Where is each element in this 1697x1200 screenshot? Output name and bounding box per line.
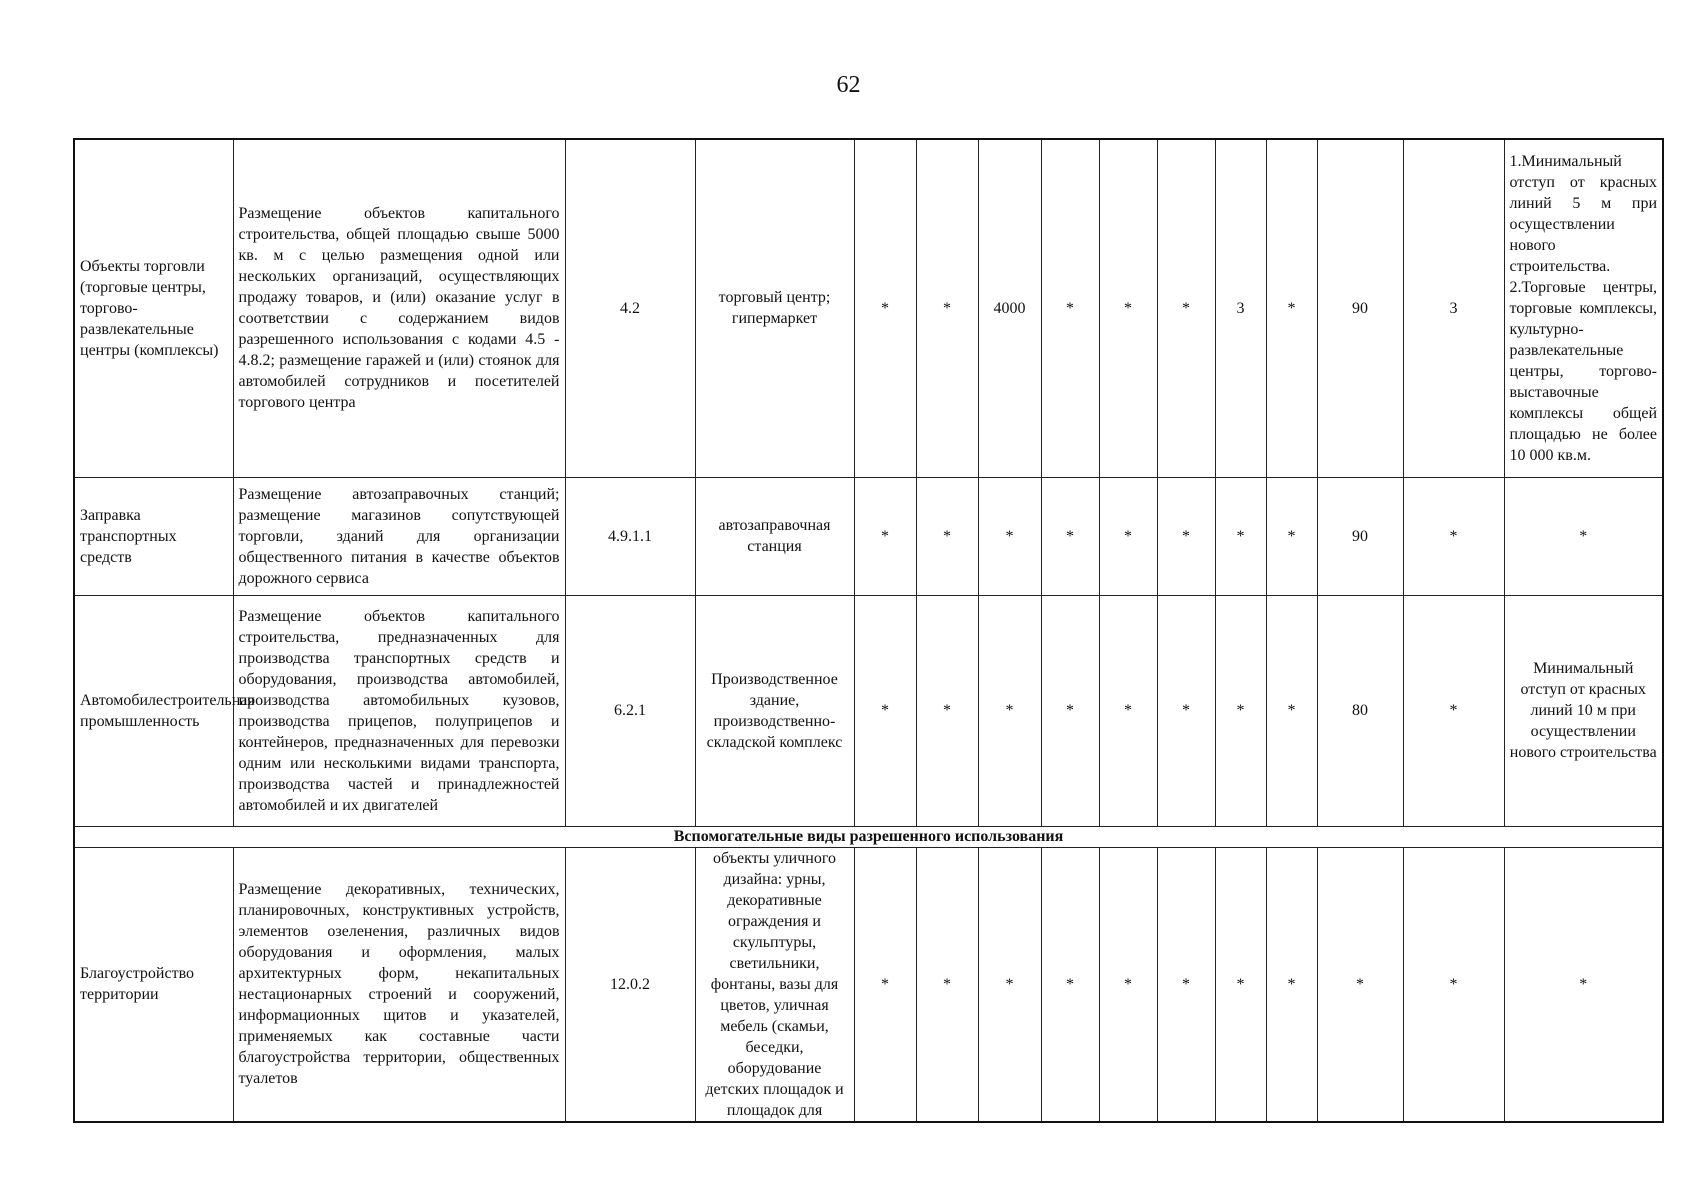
use-description: Размещение автозаправочных станций; размещение магазинов сопутствующей торговли, зданий для организации общественного питания в качестве объектов дорожного сервиса [233, 477, 565, 595]
table-row [74, 139, 1663, 477]
param-cell: * [1157, 477, 1215, 595]
param-cell: * [1041, 139, 1099, 477]
param-cell: 4000 [978, 139, 1041, 477]
table-row [74, 847, 1663, 1122]
param-cell: * [1266, 595, 1317, 826]
permitted-use-table [73, 138, 1664, 1123]
param-cell: * [1099, 595, 1157, 826]
param-cell: * [1403, 595, 1504, 826]
page-number: 62 [836, 72, 861, 98]
use-note: Минимальный отступ от красных линий 10 м при осуществлении нового строительства [1504, 595, 1663, 826]
table-row [74, 477, 1663, 595]
param-cell: * [1099, 847, 1157, 1122]
use-note: 1.Минимальный отступ от красных линий 5 м при осуществлении нового строительства. 2.Торговые центры, торговые комплексы, культурно-развлекательные центры, торгово-выставочные комплексы общей площадью не более 10 000 кв.м. [1504, 139, 1663, 477]
param-cell: * [978, 847, 1041, 1122]
param-cell: * [916, 477, 978, 595]
param-cell: * [1157, 847, 1215, 1122]
section-row [74, 826, 1663, 847]
param-cell: 90 [1317, 139, 1403, 477]
param-cell: * [1041, 595, 1099, 826]
param-cell: * [1215, 595, 1266, 826]
use-name: Заправка транспортных средств [74, 477, 233, 595]
param-cell: * [978, 477, 1041, 595]
param-cell: 3 [1215, 139, 1266, 477]
param-cell: * [1403, 847, 1504, 1122]
param-cell: * [1215, 477, 1266, 595]
param-cell: * [1266, 477, 1317, 595]
param-cell: 80 [1317, 595, 1403, 826]
table-row [74, 595, 1663, 826]
param-cell: * [1266, 847, 1317, 1122]
param-cell: 3 [1403, 139, 1504, 477]
use-code: 4.9.1.1 [565, 477, 695, 595]
use-code: 4.2 [565, 139, 695, 477]
use-note: * [1504, 847, 1663, 1122]
param-cell: * [854, 477, 916, 595]
param-cell: * [1157, 595, 1215, 826]
param-cell: * [1266, 139, 1317, 477]
param-cell: * [916, 595, 978, 826]
param-cell: * [1157, 139, 1215, 477]
param-cell: * [1215, 847, 1266, 1122]
use-note: * [1504, 477, 1663, 595]
use-description: Размещение объектов капитального строительства, предназначенных для производства транспортных средств и оборудования, производства автомобилей, производства автомобильных кузовов, производства прицепов, полуприцепов и контейнеров, предназначенных для перевозки одним или несколькими видами транспорта, производства частей и принадлежностей автомобилей и их двигателей [233, 595, 565, 826]
use-code: 12.0.2 [565, 847, 695, 1122]
param-cell: * [1041, 847, 1099, 1122]
use-object: объекты уличного дизайна: урны, декоративные ограждения и скульптуры, светильники, фонтаны, вазы для цветов, уличная мебель (скамьи, беседки, оборудование детских площадок и площадок для [695, 847, 854, 1122]
use-code: 6.2.1 [565, 595, 695, 826]
param-cell: * [854, 595, 916, 826]
param-cell: * [854, 139, 916, 477]
param-cell: * [1403, 477, 1504, 595]
use-name: Благоустройство территории [74, 847, 233, 1122]
use-object: торговый центр; гипермаркет [695, 139, 854, 477]
param-cell: * [916, 847, 978, 1122]
param-cell: 90 [1317, 477, 1403, 595]
param-cell: * [978, 595, 1041, 826]
param-cell: * [1099, 139, 1157, 477]
param-cell: * [1041, 477, 1099, 595]
use-description: Размещение объектов капитального строительства, общей площадью свыше 5000 кв. м с целью размещения одной или нескольких организаций, осуществляющих продажу товаров, и (или) оказание услуг в соответствии с содержанием видов разрешенного использования с кодами 4.5 - 4.8.2; размещение гаражей и (или) стоянок для автомобилей сотрудников и посетителей торгового центра [233, 139, 565, 477]
section-title: Вспомогательные виды разрешенного использования [74, 826, 1663, 847]
param-cell: * [916, 139, 978, 477]
use-name: Автомобилестроительная промышленность [74, 595, 233, 826]
use-object: автозаправочная станция [695, 477, 854, 595]
param-cell: * [1099, 477, 1157, 595]
use-name: Объекты торговли (торговые центры, торгово-развлекательные центры (комплексы) [74, 139, 233, 477]
use-object: Производственное здание, производственно-складской комплекс [695, 595, 854, 826]
use-description: Размещение декоративных, технических, планировочных, конструктивных устройств, элементов озеленения, различных видов оборудования и оформления, малых архитектурных форм, некапитальных нестационарных строений и сооружений, информационных щитов и указателей, применяемых как составные части благоустройства территории, общественных туалетов [233, 847, 565, 1122]
param-cell: * [1317, 847, 1403, 1122]
param-cell: * [854, 847, 916, 1122]
